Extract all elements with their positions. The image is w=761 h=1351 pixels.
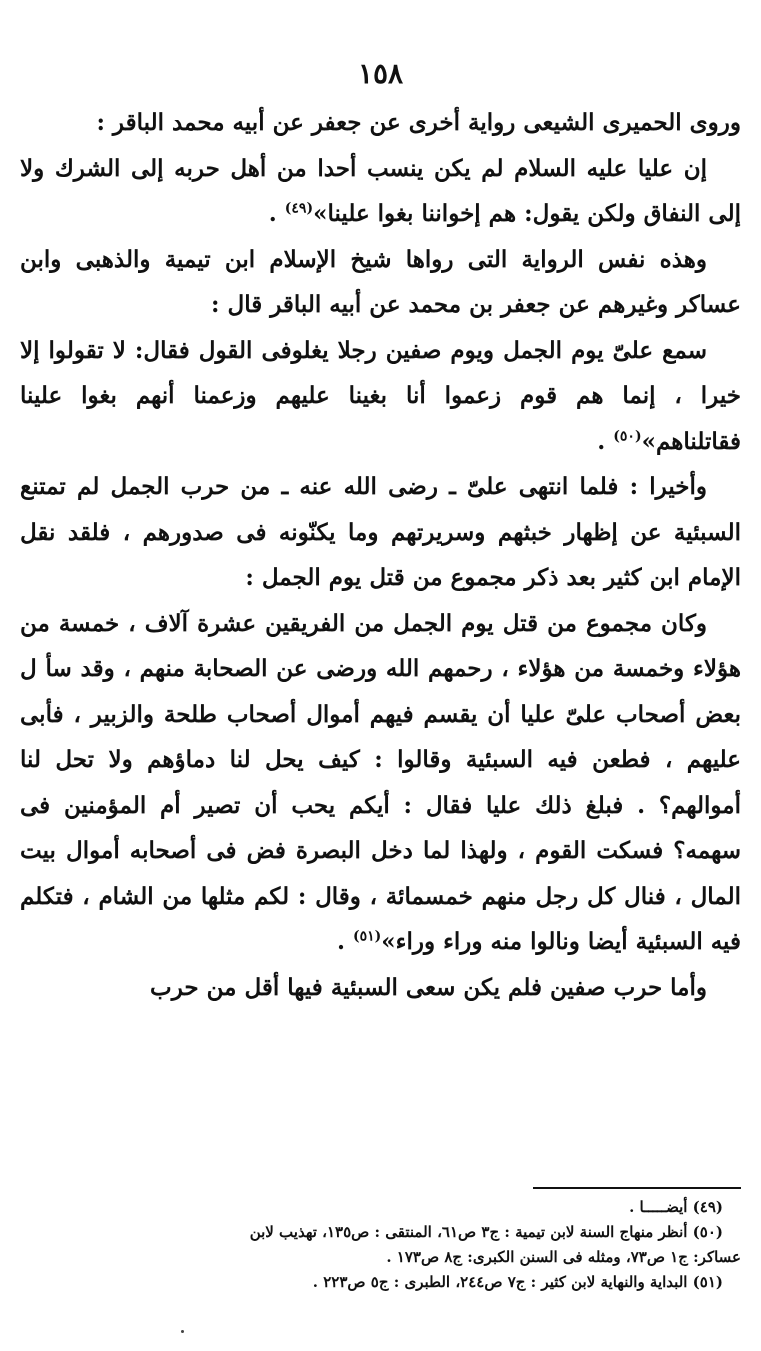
paragraph-1 [20,100,741,146]
paragraph-end: . [268,200,285,227]
paragraph-text: وأما حرب صفين فلم يكن سعى السبئية فيها أقل من حرب [150,973,707,1001]
paragraph-end: . [336,928,353,955]
footnote-50: (٥٠) أنظر منهاج السنة لابن تيمية : ج٣ ص٦١، المنتقى : ص١٣٥، تهذيب لابن [249,1223,723,1241]
main-text [20,100,741,1010]
paragraph-text: وكان مجموع من قتل يوم الجمل من الفريقين عشرة آلاف ، خمسة من هؤلاء وخمسة من هؤلاء ، رحمهم الله ورضى عن الصحابة منهم ، وقد سأ ل بعض أصحاب علىّ عليا أن يقسم فيهم أموال أصحاب طلحة والزبير ، فأبى عليهم ، فطعن فيه السبئية وقالوا : كيف يحل لنا دماؤهم ولا تحل لنا أموالهم؟ . فبلغ ذلك عليا فقال : أيكم يحب أن تصير أم المؤمنين فى سهمه؟ فسكت القوم ، ولهذا لما دخل البصرة فض فى أصحابه أموال بيت المال ، فنال كل رجل منهم خمسمائة ، وقال : لكم مثلها من الشام ، فتكلم فيه السبئية أيضا ونالوا منه وراء وراء» [20,609,741,955]
paragraph-text: إن عليا عليه السلام لم يكن ينسب أحدا من أهل حربه إلى الشرك ولا إلى النفاق ولكن يقول: هم إخواننا بغوا علينا» [20,154,741,227]
footnotes [14,1195,741,1295]
footnote-divider [533,1187,741,1189]
paragraph-4 [20,328,741,465]
paragraph-2 [20,146,741,237]
paragraph-end: . [597,427,614,455]
footnote-ref-51[interactable]: (٥١) [352,928,382,945]
footnote-50-continued: عساكر: ج١ ص٧٣، ومثله فى السنن الكبرى: ج٨ ص١٧٣ . [386,1248,741,1266]
paragraph-text: وهذه نفس الرواية التى رواها شيخ الإسلام ابن تيمية والذهبى وابن عساكر وغيرهم عن جعفر بن محمد عن أبيه الباقر قال : [20,245,741,318]
paragraph-5 [20,464,741,601]
paragraph-text: سمع علىّ يوم الجمل ويوم صفين رجلا يغلوفى القول فقال: لا تقولوا إلا خيرا ، إنما هم قوم زعموا أنا بغينا عليهم وزعمنا أنهم بغوا علينا فقاتلناهم» [20,336,741,455]
footnote-ref-50[interactable]: (٥٠) [613,427,642,444]
footnote-51: (٥١) البداية والنهاية لابن كثير : ج٧ ص٢٤٤، الطبرى : ج٥ ص٢٢٣ . [312,1273,723,1291]
footnote-49: (٤٩) أيضـــــا . [629,1198,723,1216]
paragraph-7 [20,965,741,1011]
paragraph-text: وأخيرا : فلما انتهى علىّ ـ رضى الله عنه ـ من حرب الجمل لم تمتنع السبئية عن إظهار خبثهم وسريرتهم وما يكنّونه فى صدورهم ، فلقد نقل الإمام ابن كثير بعد ذكر مجموع من قتل يوم الجمل : [20,473,741,591]
paragraph-text: وروى الحميرى الشيعى رواية أخرى عن جعفر عن أبيه محمد الباقر : [96,109,741,136]
paragraph-3 [20,237,741,328]
footnote-ref-49[interactable]: (٤٩) [284,200,314,217]
print-speck [181,1330,184,1333]
page-number: ١٥٨ [357,57,404,90]
paragraph-6 [20,601,741,965]
